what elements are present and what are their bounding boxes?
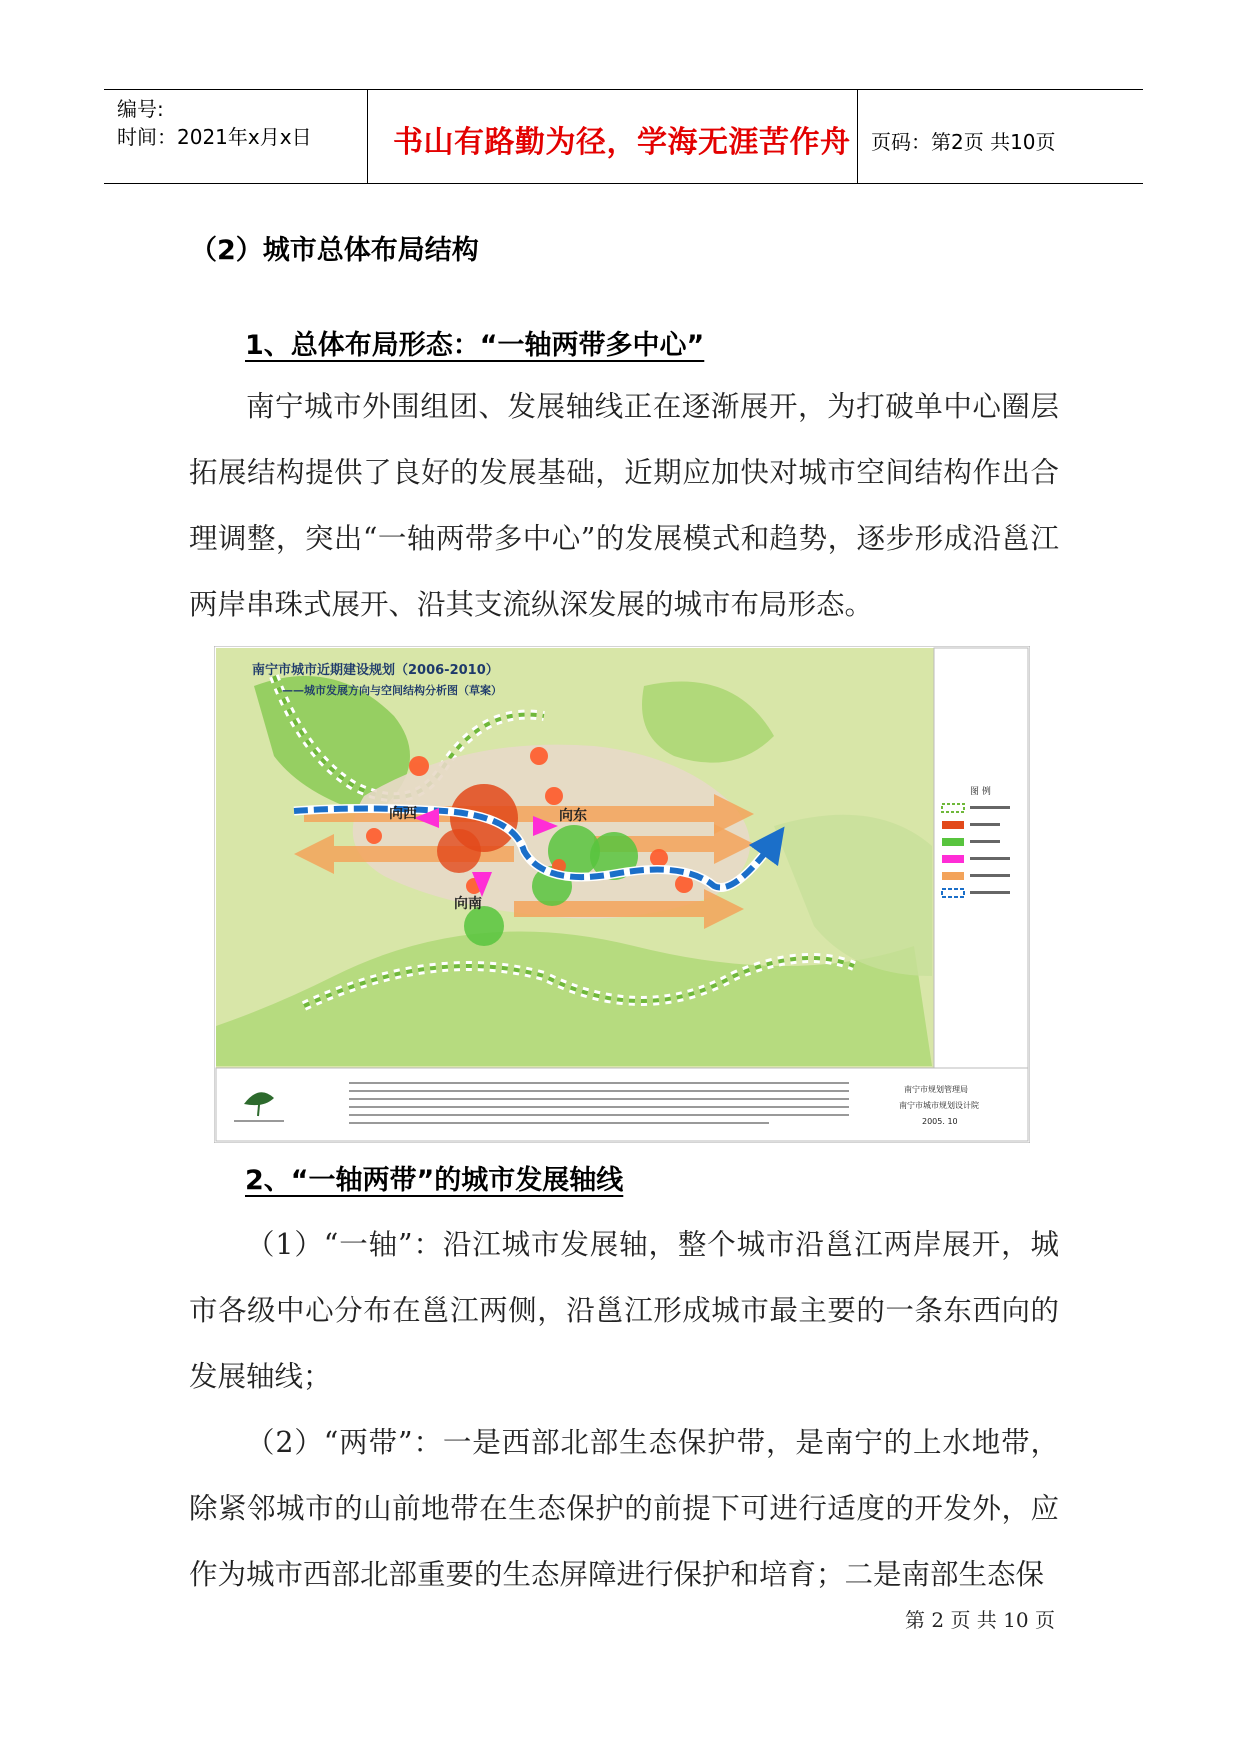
legend-title: 图 例: [970, 787, 991, 797]
planning-map: [214, 646, 1030, 1143]
label-south: 向南: [454, 896, 482, 912]
header-page-label: 页码：第2页 共10页: [871, 130, 1056, 154]
header-number-label: 编号:: [117, 97, 164, 121]
page-footer: 第 2 页 共 10 页: [905, 1608, 1055, 1632]
map-title: 南宁市城市近期建设规划（2006-2010）: [252, 663, 499, 678]
map-org-2: 南宁市城市规划设计院: [899, 1101, 979, 1110]
header-top-rule: [104, 89, 1143, 90]
header-bottom-rule: [104, 183, 1143, 184]
map-org-1: 南宁市规划管理局: [904, 1085, 968, 1094]
paragraph-1: 南宁城市外围组团、发展轴线正在逐渐展开，为打破单中心圈层拓展结构提供了良好的发展基础，近期应加快对城市空间结构作出合理调整，突出“一轴两带多中心”的发展模式和趋势，逐步形成沿邕江两岸串珠式展开、沿其支流纵深发展的城市布局形态。: [189, 390, 1059, 621]
map-subtitle: ——城市发展方向与空间结构分析图（草案）: [282, 684, 502, 697]
paragraph-2: （1）“一轴”：沿江城市发展轴，整个城市沿邕江两岸展开，城市各级中心分布在邕江两侧，沿邕江形成城市最主要的一条东西向的发展轴线；: [189, 1228, 1059, 1393]
paragraph-3: （2）“两带”：一是西部北部生态保护带，是南宁的上水地带，除紧邻城市的山前地带在生态保护的前提下可进行适度的开发外，应作为城市西部北部重要的生态屏障进行保护和培育；二是南部生态保: [189, 1426, 1059, 1591]
header-divider-right: [857, 89, 858, 184]
label-west: 向西: [389, 806, 417, 822]
label-east: 向东: [559, 808, 587, 824]
subsection-1-title: 1、总体布局形态：“一轴两带多中心”: [245, 330, 705, 361]
subsection-2-title: 2、“一轴两带”的城市发展轴线: [245, 1165, 624, 1196]
section-title: （2）城市总体布局结构: [190, 235, 479, 266]
header-divider-left: [367, 89, 368, 184]
header-motto: 书山有路勤为径，学海无涯苦作舟: [393, 125, 851, 160]
header-time-label: 时间：2021年x月x日: [117, 125, 312, 149]
map-date: 2005. 10: [922, 1117, 958, 1126]
planning-map-figure: [214, 646, 1030, 1143]
